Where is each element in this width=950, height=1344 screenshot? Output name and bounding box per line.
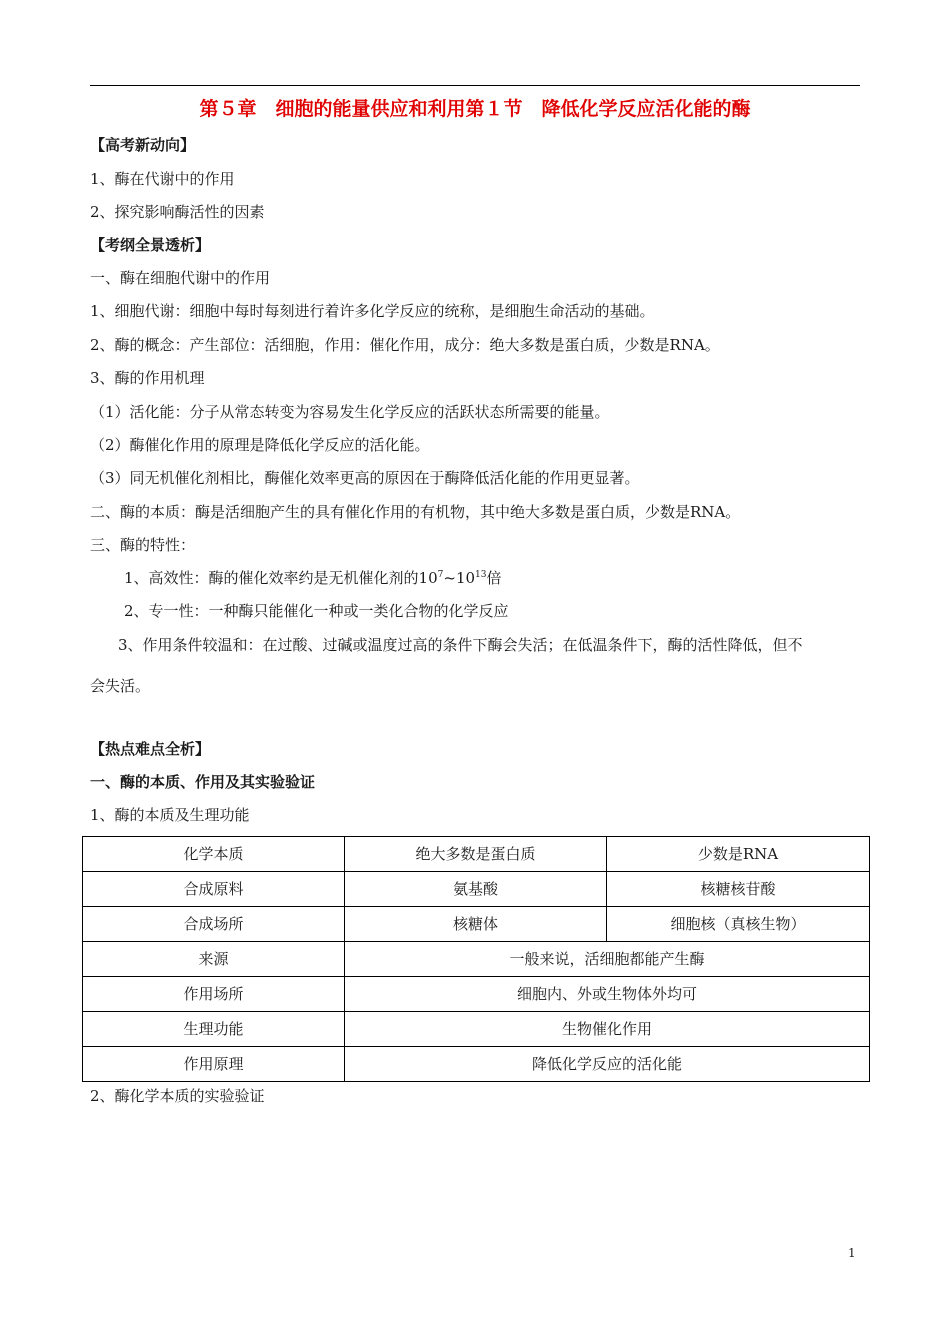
- page-title: 第５章 细胞的能量供应和利用第１节 降低化学反应活化能的酶: [199, 98, 751, 120]
- sub-heading: 一、酶的本质、作用及其实验验证: [90, 773, 316, 791]
- outline-line: 一、酶在细胞代谢中的作用: [90, 269, 271, 287]
- outline-line: （3）同无机催化剂相比，酶催化效率更高的原因在于酶降低活化能的作用更显著。: [90, 469, 640, 487]
- enzyme-table: [82, 836, 870, 1082]
- table-row: [83, 977, 870, 1012]
- table-cell: 核糖体: [345, 907, 607, 942]
- table-cell: 生理功能: [83, 1012, 345, 1047]
- table-cell: 化学本质: [83, 837, 345, 872]
- mild-line-cont: 会失活。: [90, 677, 151, 695]
- page-number: 1: [848, 1246, 856, 1260]
- table-cell: 合成场所: [83, 907, 345, 942]
- table-row: [83, 1047, 870, 1082]
- exponent: 13: [475, 570, 487, 580]
- table-row: [83, 1012, 870, 1047]
- outline-line: 3、酶的作用机理: [90, 369, 205, 387]
- table-cell: 合成原料: [83, 872, 345, 907]
- mild-line: 3、作用条件较温和：在过酸、过碱或温度过高的条件下酶会失活；在低温条件下，酶的活性降低，但不: [118, 636, 803, 654]
- outline-line: 二、酶的本质：酶是活细胞产生的具有催化作用的有机物，其中绝大多数是蛋白质，少数是RNA。: [90, 503, 741, 521]
- trend-item: 1、酶在代谢中的作用: [90, 170, 235, 188]
- table-cell: 少数是RNA: [607, 837, 870, 872]
- table-row: [83, 837, 870, 872]
- specificity-line: 2、专一性：一种酶只能催化一种或一类化合物的化学反应: [124, 602, 509, 620]
- table-row: [83, 942, 870, 977]
- table-row: [83, 872, 870, 907]
- table-cell: 核糖核苷酸: [607, 872, 870, 907]
- hotspot-heading: 【热点难点全析】: [90, 740, 211, 758]
- outline-line: （2）酶催化作用的原理是降低化学反应的活化能。: [90, 436, 430, 454]
- efficiency-text: 1、高效性：酶的催化效率约是无机催化剂的10: [124, 569, 438, 587]
- exponent: 7: [437, 570, 444, 580]
- table-cell: 一般来说，活细胞都能产生酶: [345, 942, 870, 977]
- outline-line: 1、细胞代谢：细胞中每时每刻进行着许多化学反应的统称，是细胞生命活动的基础。: [90, 302, 655, 320]
- table-cell: 作用场所: [83, 977, 345, 1012]
- table-cell: 作用原理: [83, 1047, 345, 1082]
- efficiency-unit: 倍: [486, 569, 502, 587]
- table-cell: 降低化学反应的活化能: [345, 1047, 870, 1082]
- table-cell: 细胞内、外或生物体外均可: [345, 977, 870, 1012]
- table-cell: 来源: [83, 942, 345, 977]
- efficiency-line: [124, 566, 502, 590]
- outline-heading: 【考纲全景透析】: [90, 236, 211, 254]
- header-rule: [90, 85, 860, 86]
- trend-heading: 【高考新动向】: [90, 136, 196, 154]
- outline-line: 三、酶的特性：: [90, 536, 196, 554]
- table-caption: 1、酶的本质及生理功能: [90, 806, 250, 824]
- table-row: [83, 907, 870, 942]
- outline-line: 2、酶的概念：产生部位：活细胞，作用：催化作用，成分：绝大多数是蛋白质，少数是RNA。: [90, 336, 720, 354]
- table-cell: 氨基酸: [345, 872, 607, 907]
- after-table-line: 2、酶化学本质的实验验证: [90, 1087, 265, 1105]
- table-cell: 绝大多数是蛋白质: [345, 837, 607, 872]
- table-cell: 细胞核（真核生物）: [607, 907, 870, 942]
- outline-line: （1）活化能：分子从常态转变为容易发生化学反应的活跃状态所需要的能量。: [90, 403, 610, 421]
- trend-item: 2、探究影响酶活性的因素: [90, 203, 265, 221]
- table-cell: 生物催化作用: [345, 1012, 870, 1047]
- efficiency-range: ~10: [443, 569, 476, 587]
